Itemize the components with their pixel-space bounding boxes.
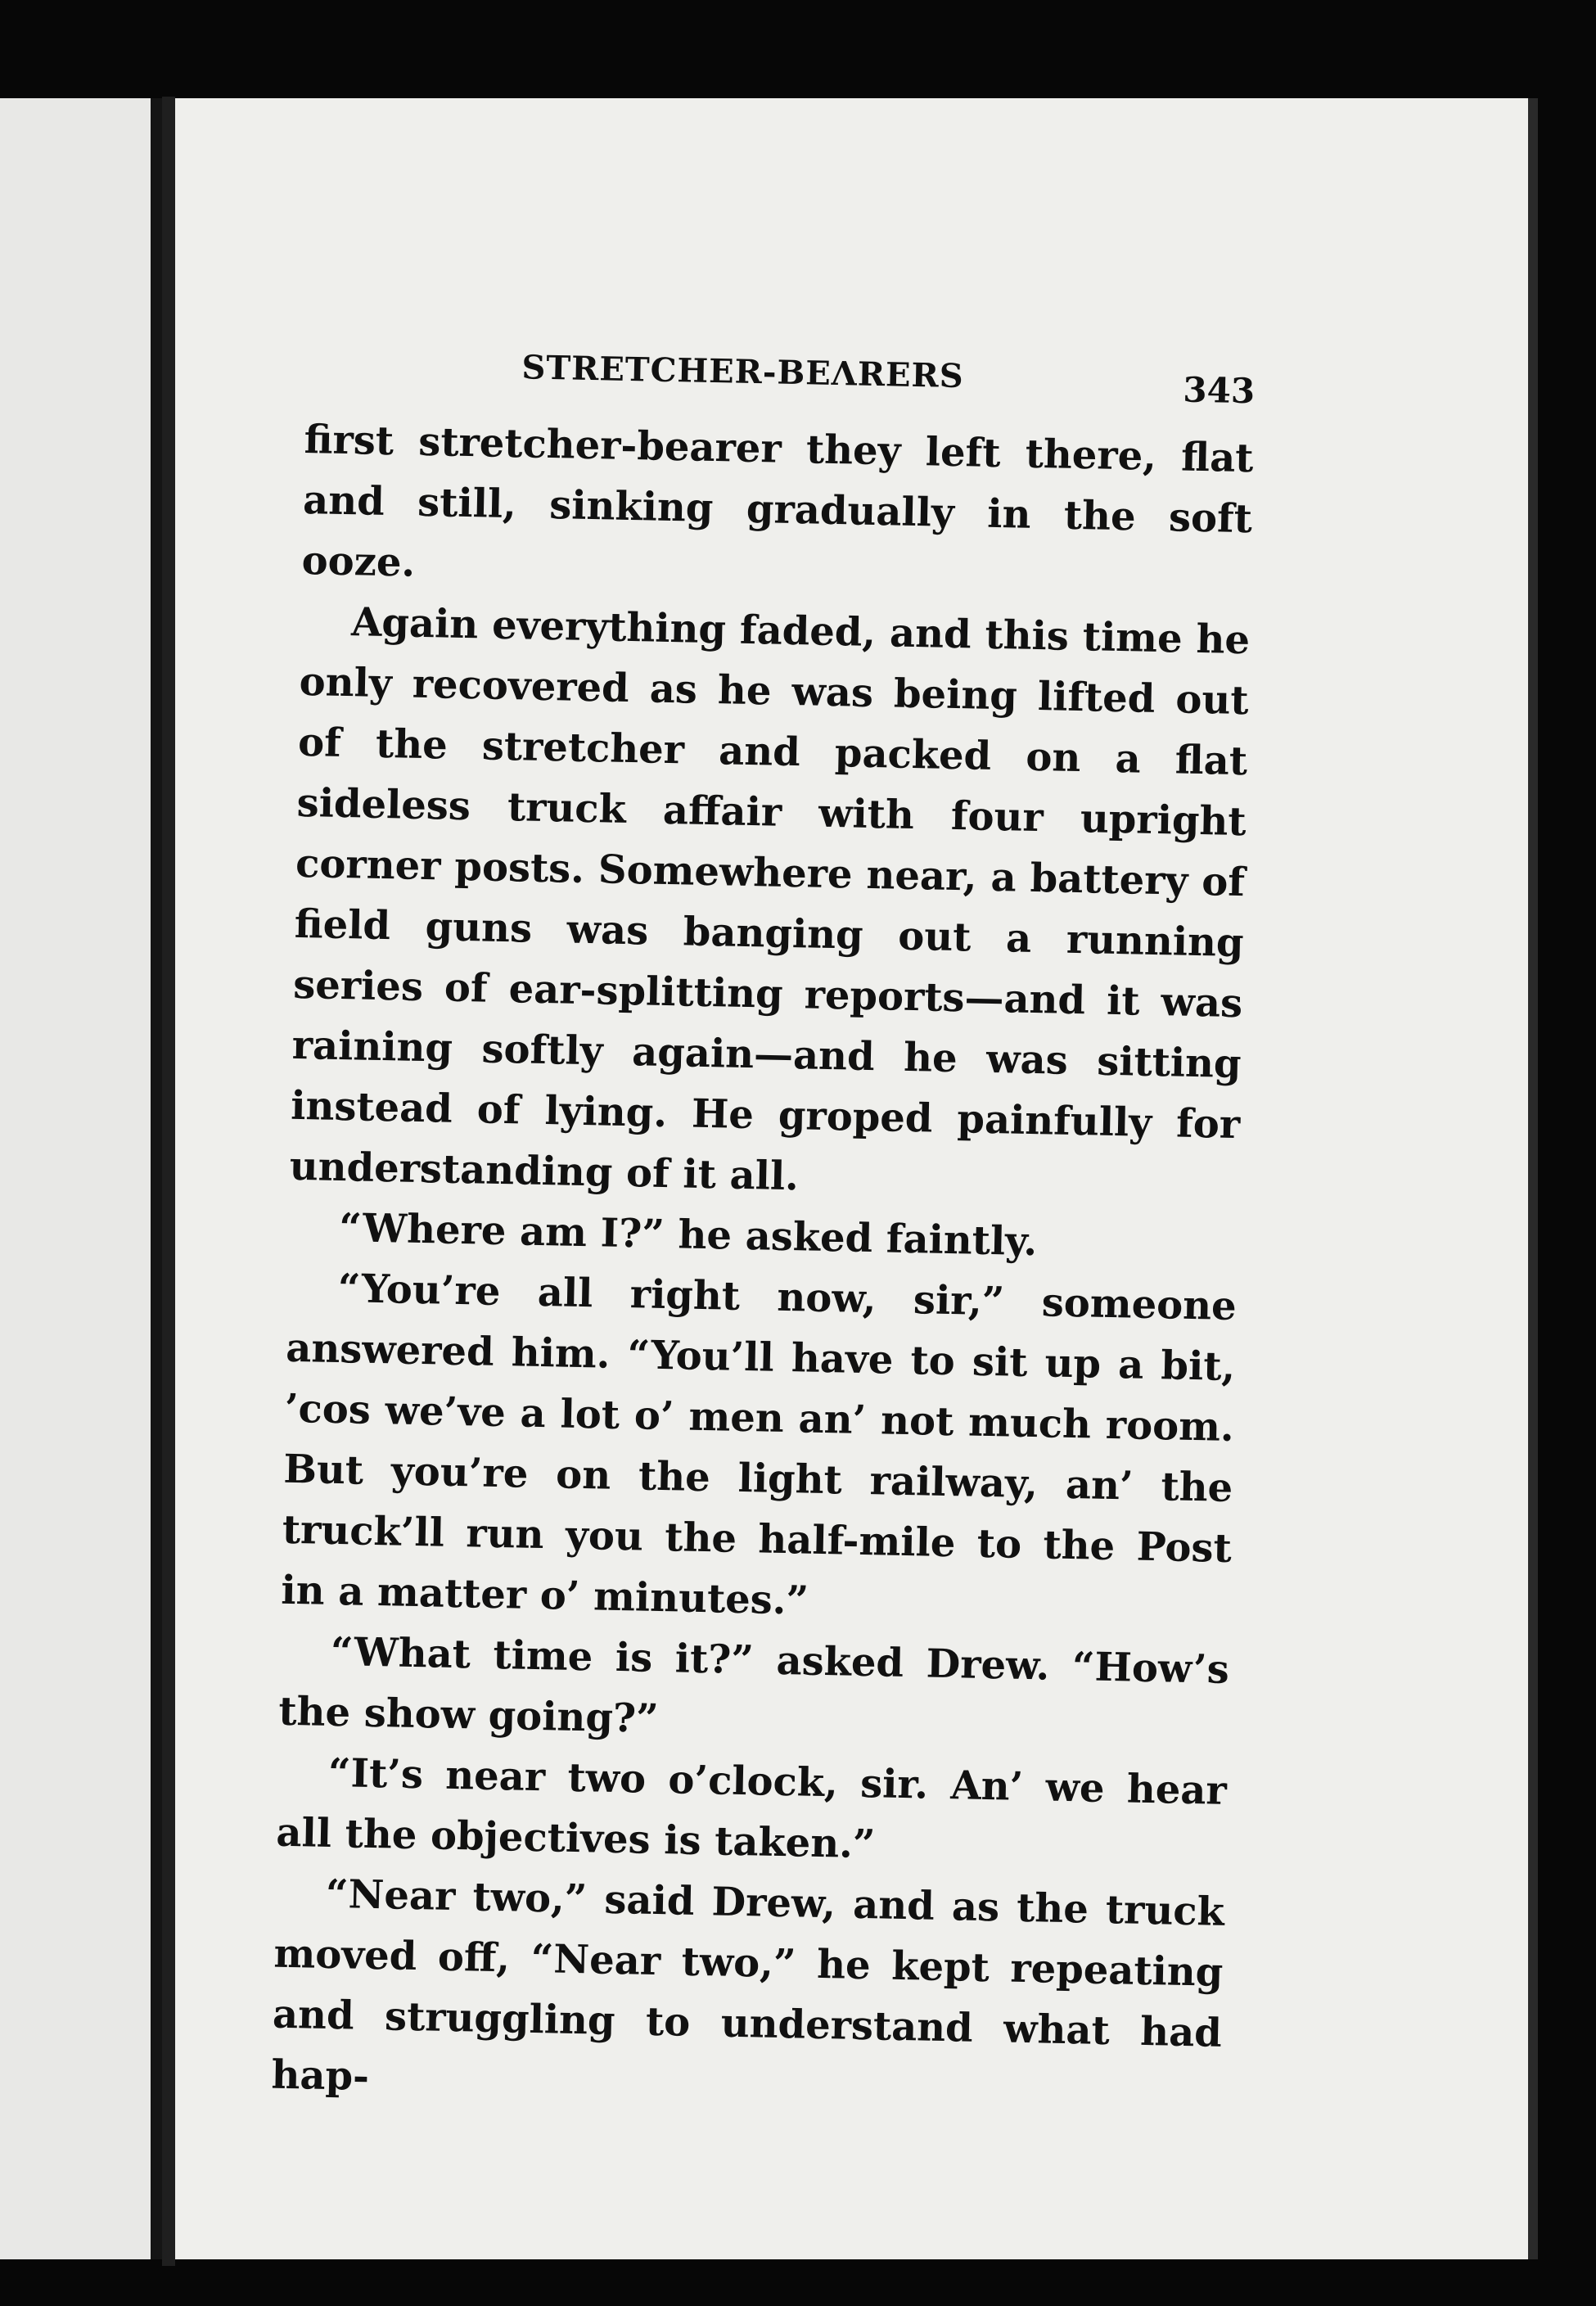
paragraph-2: Again everything faded, and this time he only recovered as he was being lifted out of the stretcher and packed on a flat sideless truck affair with four upright corner posts. Somewhere near, a battery of field guns was banging out a running series of ear-splitting reports—and it was raining softly again—and he was sitting instead of lying. He groped painfully for understanding of it all. (289, 599, 1251, 1200)
text-block (271, 344, 1256, 2124)
book-binding (162, 97, 175, 2266)
left-page (0, 98, 162, 2259)
header-title: STRETCHER-BEΛRERS (521, 348, 965, 396)
paragraph-1: first stretcher-bearer they left there, flat and still, sinking gradually in the soft ooze. (301, 416, 1254, 586)
running-head (305, 344, 1256, 420)
right-page (175, 98, 1538, 2259)
body-text (271, 409, 1254, 2124)
page-number: 343 (1182, 369, 1256, 412)
paragraph-4: “You’re all right now, sir,” someone answered him. “You’ll have to sit up a bit, ’cos we’ve a lot o’ men an’ not much room. But you’re on the light railway, an’ the truck’ll run you the half-mile to the Post in a matter o’ minutes.” (280, 1266, 1238, 1624)
paragraph-3: “Where am I?” he asked faintly. (338, 1205, 1038, 1266)
page-edge-shadow (1528, 98, 1538, 2259)
paragraph-6: “It’s near two o’clock, sir. An’ we hear all the objectives is taken.” (275, 1749, 1228, 1868)
paragraph-5: “What time is it?” asked Drew. “How’s the show going?” (277, 1628, 1230, 1742)
paragraph-7: “Near two,” said Drew, and as the truck moved off, “Near two,” he kept repeating and struggling to understand what had hap- (270, 1871, 1225, 2100)
